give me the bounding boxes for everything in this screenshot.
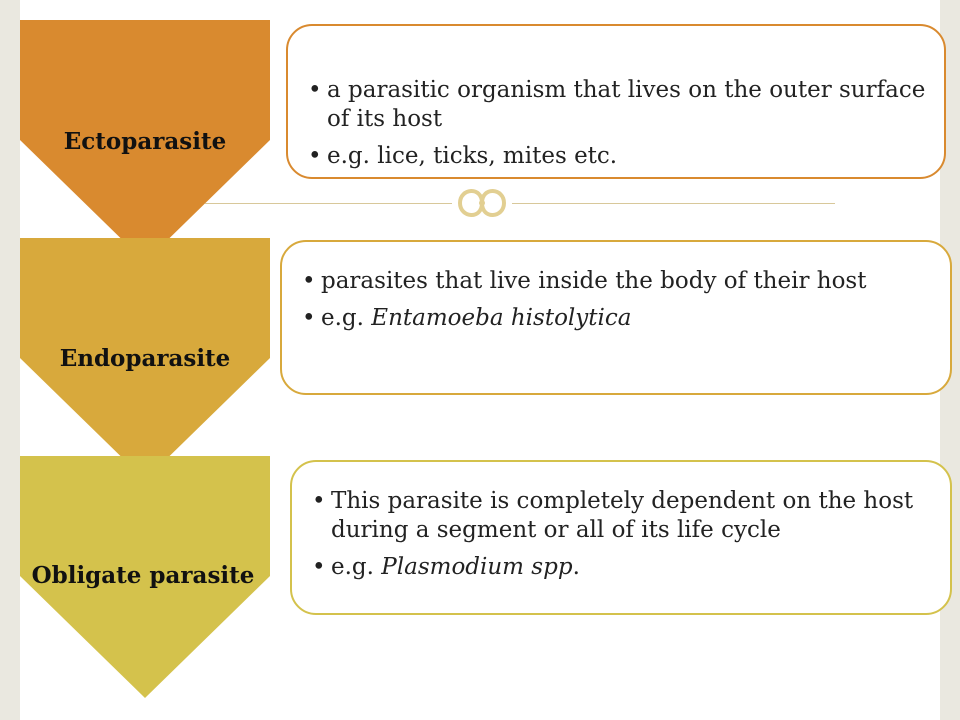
- level-label-ectoparasite: Ectoparasite: [63, 128, 227, 155]
- level-label-endoparasite: Endoparasite: [59, 345, 231, 372]
- bullet-example: • e.g. lice, ticks, mites etc.: [288, 142, 926, 171]
- species-name: Plasmodium spp: [381, 554, 573, 580]
- example-prefix: e.g.: [321, 305, 372, 331]
- bullet-definition: • a parasitic organism that lives on the outer surface of its host: [288, 76, 926, 134]
- bullet-definition: • parasites that live inside the body of their host: [282, 267, 932, 296]
- definition-box-obligate-parasite: [290, 460, 952, 615]
- definition-box-ectoparasite: [286, 24, 946, 179]
- bullet-example: [292, 553, 932, 582]
- level-label-obligate-parasite: Obligate parasite: [31, 562, 255, 589]
- divider-line: [205, 203, 835, 204]
- definition-box-endoparasite: [280, 240, 952, 395]
- bullet-example: [282, 304, 932, 333]
- example-suffix: .: [572, 554, 580, 580]
- bullet-definition: • This parasite is completely dependent on the host during a segment or all of its life cycle: [292, 487, 932, 545]
- species-name: Entamoeba histolytica: [371, 305, 632, 331]
- example-prefix: e.g.: [331, 554, 382, 580]
- decorative-ornament-icon: [452, 180, 512, 226]
